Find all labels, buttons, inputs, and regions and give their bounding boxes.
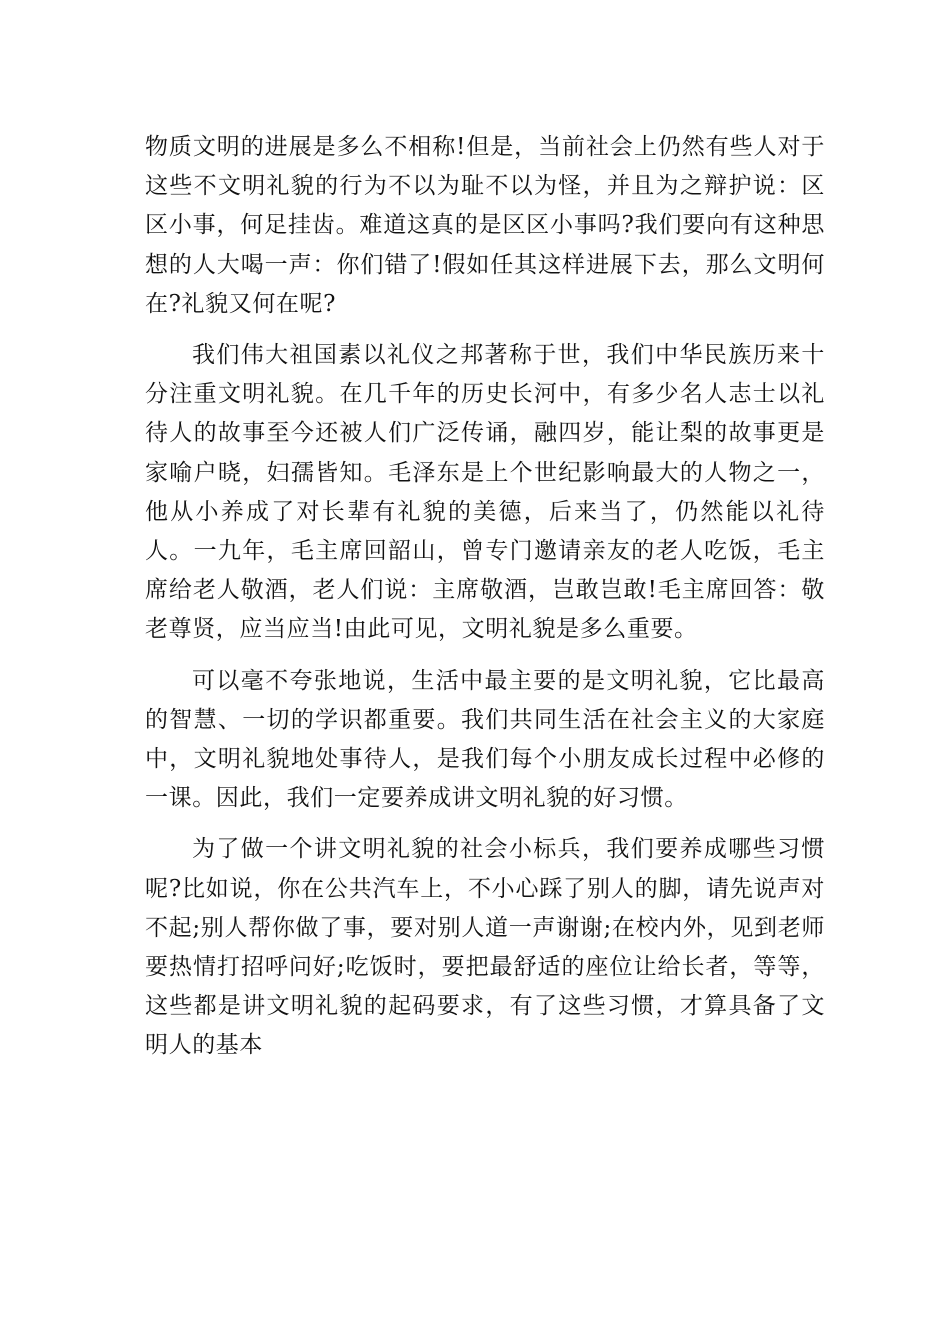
paragraph-1: 物质文明的进展是多么不相称!但是，当前社会上仍然有些人对于这些不文明礼貌的行为不以为耻不以为怪，并且为之辩护说：区区小事，何足挂齿。难道这真的是区区小事吗?我们要向有这种思想的人大喝一声：你们错了!假如任其这样进展下去，那么文明何在?礼貌又何在呢? [145,134,825,317]
paragraph-4: 为了做一个讲文明礼貌的社会小标兵，我们要养成哪些习惯呢?比如说，你在公共汽车上，不小心踩了别人的脚，请先说声对不起;别人帮你做了事，要对别人道一声谢谢;在校内外，见到老师要热情打招呼问好;吃饭时，要把最舒适的座位让给长者，等等，这些都是讲文明礼貌的起码要求，有了这些习惯，才算具备了文明人的基本 [145,836,825,1059]
paragraph-3: 可以毫不夸张地说，生活中最主要的是文明礼貌，它比最高的智慧、一切的学识都重要。我们共同生活在社会主义的大家庭中，文明礼貌地处事待人，是我们每个小朋友成长过程中必修的一课。因此，我们一定要养成讲文明礼貌的好习惯。 [145,667,825,812]
document-body [145,128,825,1066]
paragraph-2: 我们伟大祖国素以礼仪之邦著称于世，我们中华民族历来十分注重文明礼貌。在几千年的历史长河中，有多少名人志士以礼待人的故事至今还被人们广泛传诵，融四岁，能让梨的故事更是家喻户晓，妇孺皆知。毛泽东是上个世纪影响最大的人物之一，他从小养成了对长辈有礼貌的美德，后来当了，仍然能以礼待人。一九年，毛主席回韶山，曾专门邀请亲友的老人吃饭，毛主席给老人敬酒，老人们说：主席敬酒，岂敢岂敢!毛主席回答：敬老尊贤，应当应当!由此可见，文明礼貌是多么重要。 [145,342,825,643]
